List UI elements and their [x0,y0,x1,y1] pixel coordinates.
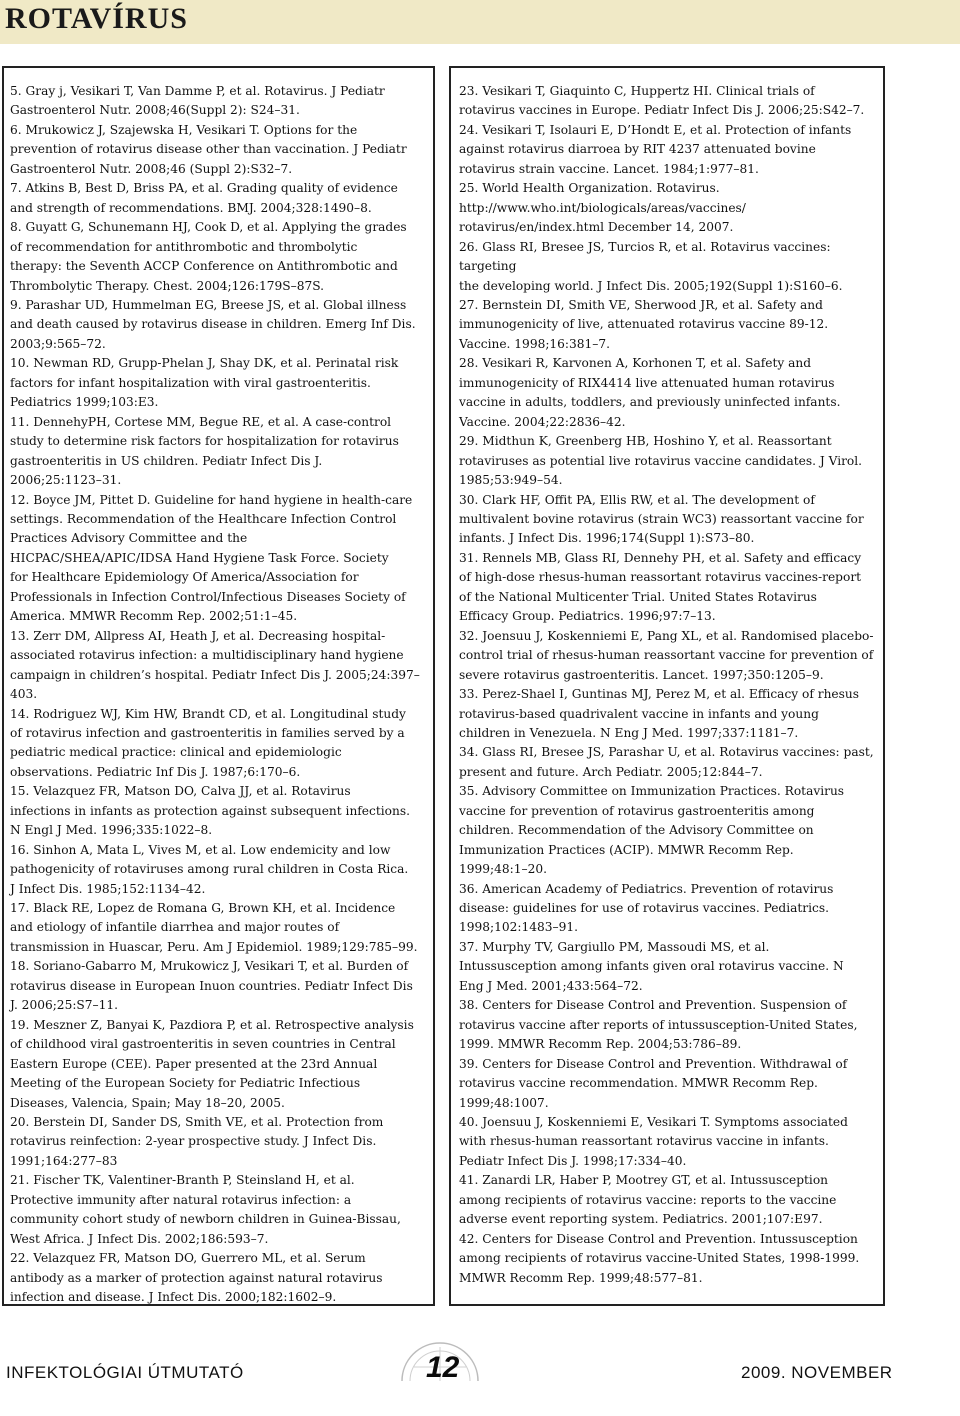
reference-item: 19. Meszner Z, Banyai K, Pazdiora P, et al. Retrospective analysis of childhood viral gastroenteritis in seven countries in Central Eastern Europe (CEE). Paper presented at the 23rd Annual Meeting of the European Society for Pediatric Infectious Diseases, Valencia, Spain; May 18–20, 2005. [10,1017,414,1110]
reference-item: 35. Advisory Committee on Immunization Practices. Rotavirus vaccine for prevention of rotavirus gastroenteritis among children. Recommendation of the Advisory Committee on Immunization Practices (ACIP). MMWR Recomm Rep. 1999;48:1–20. [459,784,845,877]
reference-item: 14. Rodriguez WJ, Kim HW, Brandt CD, et al. Longitudinal study of rotavirus infection and gastroenteritis in families served by a pediatric medical practice: clinical and epidemiologic observations. Pediatric Inf Dis J. 1987;6:170–6. [10,706,406,779]
reference-item: 21. Fischer TK, Valentiner-Branth P, Steinsland H, et al. Protective immunity after natural rotavirus infection: a community cohort study of newborn children in Guinea-Bissau, West Africa. J Infect Dis. 2002;186:593–7. [10,1173,401,1246]
reference-item: 42. Centers for Disease Control and Prevention. Intussusception among recipients of rotavirus vaccine-United States, 1998-1999. MMWR Recomm Rep. 1999;48:577–81. [459,1231,860,1285]
reference-item: 28. Vesikari R, Karvonen A, Korhonen T, et al. Safety and immunogenicity of RIX4414 live attenuated human rotavirus vaccine in adults, toddlers, and previously uninfected infants. Vaccine. 2004;22:2836–42. [459,356,841,429]
reference-item: 27. Bernstein DI, Smith VE, Sherwood JR, et al. Safety and immunogenicity of live, attenuated rotavirus vaccine 89-12. Vaccine. 1998;16:381–7. [459,297,829,351]
reference-item: 10. Newman RD, Grupp-Phelan J, Shay DK, et al. Perinatal risk factors for infant hospitalization with viral gastroenteritis. Pediatrics 1999;103:E3. [10,356,399,410]
reference-item: 34. Glass RI, Bresee JS, Parashar U, et al. Rotavirus vaccines: past, present and future. Arch Pediatr. 2005;12:844–7. [459,745,874,779]
reference-item: 26. Glass RI, Bresee JS, Turcios R, et al. Rotavirus vaccines: targeting the developing world. J Infect Dis. 2005;192(Suppl 1):S160–6. [459,239,843,293]
reference-item: 38. Centers for Disease Control and Prevention. Suspension of rotavirus vaccine after reports of intussusception-United States, 1999. MMWR Recomm Rep. 2004;53:786–89. [459,998,858,1052]
reference-item: 32. Joensuu J, Koskenniemi E, Pang XL, et al. Randomised placebo- control trial of rhesus-human reassortant vaccine for prevention of severe rotavirus gastroenteritis. Lancet. 1997;350:1205–9. [459,628,874,682]
reference-item: 31. Rennels MB, Glass RI, Dennehy PH, et al. Safety and efficacy of high-dose rhesus-human reassortant rotavirus vaccines-report of the National Multicenter Trial. United States Rotavirus Efficacy Group. Pediatrics. 1996;97:7–13. [459,550,862,624]
reference-item: 24. Vesikari T, Isolauri E, D’Hondt E, et al. Protection of infants against rotavirus diarroea by RIT 4237 attenuated bovine rotavirus strain vaccine. Lancet. 1984;1:977–81. [459,122,852,176]
issue-date: 2009. NOVEMBER [741,1363,893,1382]
page-footer [0,1351,960,1397]
reference-item: 13. Zerr DM, Allpress AI, Heath J, et al. Decreasing hospital- associated rotavirus infection: a multidisciplinary hand hygiene campaign in children’s hospital. Pediatr Infect Dis J. 2005;24:397–403. [10,628,420,702]
page-title: ROTAVÍRUS [5,2,188,35]
reference-item: 9. Parashar UD, Hummelman EG, Breese JS, et al. Global illness and death caused by rotavirus disease in children. Emerg Inf Dis. 2003;9:565–72. [10,297,416,351]
reference-item: 15. Velazquez FR, Matson DO, Calva JJ, et al. Rotavirus infections in infants as protection against subsequent infections. N Engl J Med. 1996;335:1022–8. [10,784,410,838]
reference-item: 29. Midthun K, Greenberg HB, Hoshino Y, et al. Reassortant rotaviruses as potential live rotavirus vaccine candidates. J Virol. 1985;53:949–54. [459,434,863,488]
reference-item: 16. Sinhon A, Mata L, Vives M, et al. Low endemicity and low pathogenicity of rotaviruses among rural children in Costa Rica. J Infect Dis. 1985;152:1134–42. [10,842,409,896]
reference-item: 23. Vesikari T, Giaquinto C, Huppertz HI. Clinical trials of rotavirus vaccines in Europe. Pediatr Infect Dis J. 2006;25:S42–7. [459,84,865,118]
reference-item: 20. Berstein DI, Sander DS, Smith VE, et al. Protection from rotavirus reinfection: 2-year prospective study. J Infect Dis. 1991;164:277–83 [10,1115,384,1168]
reference-item: 17. Black RE, Lopez de Romana G, Brown KH, et al. Incidence and etiology of infantile diarrhea and major routes of transmission in Huascar, Peru. Am J Epidemiol. 1989;129:785–99. [10,901,418,954]
reference-item: 22. Velazquez FR, Matson DO, Guerrero ML, et al. Serum antibody as a marker of protection against natural rotavirus infection and disease. J Infect Dis. 2000;182:1602–9. [10,1251,383,1305]
reference-item: 5. Gray j, Vesikari T, Van Damme P, et al. Rotavirus. J Pediatr Gastroenterol Nutr. 2008;46(Suppl 2): S24–31. [10,84,385,118]
reference-item: 30. Clark HF, Offit PA, Ellis RW, et al. The development of multivalent bovine rotavirus (strain WC3) reassortant vaccine for infants. J Infect Dis. 1996;174(Suppl 1):S73–80. [459,492,864,546]
reference-item: 8. Guyatt G, Schunemann HJ, Cook D, et al. Applying the grades of recommendation for antithrombotic and thrombolytic therapy: the Seventh ACCP Conference on Antithrombotic and Thrombolytic Therapy. Chest. 2004;126:179S–87S. [10,220,407,293]
reference-item: 7. Atkins B, Best D, Briss PA, et al. Grading quality of evidence and strength of recommendations. BMJ. 2004;328:1490–8. [10,181,398,215]
reference-item: 41. Zanardi LR, Haber P, Mootrey GT, et al. Intussusception among recipients of rotavirus vaccine: reports to the vaccine adverse event reporting system. Pediatrics. 2001;107:E97. [459,1173,837,1227]
publication-name: INFEKTOLÓGIAI ÚTMUTATÓ [6,1363,244,1382]
reference-item: 37. Murphy TV, Gargiullo PM, Massoudi MS, et al. Intussusception among infants given oral rotavirus vaccine. N Eng J Med. 2001;433:564–72. [459,939,844,993]
reference-item: 25. World Health Organization. Rotavirus. http://www.who.int/biologicals/areas/vaccines/ rotavirus/en/index.html December 14, 2007. [459,181,746,235]
reference-item: 6. Mrukowicz J, Szajewska H, Vesikari T. Options for the prevention of rotavirus disease other than vaccination. J Pediatr Gastroenterol Nutr. 2008;46 (Suppl 2):S32–7. [10,122,407,176]
reference-item: 18. Soriano-Gabarro M, Mrukowicz J, Vesikari T, et al. Burden of rotavirus disease in European Inuon countries. Pediatr Infect Dis J. 2006;25:S7–11. [10,959,413,1013]
reference-item: 11. DennehyPH, Cortese MM, Begue RE, et al. A case-control study to determine risk factors for hospitalization for rotavirus gastroenteritis in US children. Pediatr Infect Dis J. 2006;25:1123–31. [10,414,399,488]
reference-item: 40. Joensuu J, Koskenniemi E, Vesikari T. Symptoms associated with rhesus-human reassortant rotavirus vaccine in infants. Pediatr Infect Dis J. 1998;17:334–40. [459,1115,848,1168]
reference-item: 12. Boyce JM, Pittet D. Guideline for hand hygiene in health-care settings. Recommendation of the Healthcare Infection Control Practices Advisory Committee and the HICPAC/SHEA/APIC/IDSA Hand Hygiene Task Force. Society for Healthcare Epidemiology Of America/Association for Professionals in Infection Control/Infectious Diseases Society of America. MMWR Recomm Rep. 2002;51:1–45. [10,492,413,624]
references-column-right [449,66,885,1306]
references-column-left [2,66,435,1306]
reference-item: 33. Perez-Shael I, Guntinas MJ, Perez M, et al. Efficacy of rhesus rotavirus-based quadrivalent vaccine in infants and young children in Venezuela. N Eng J Med. 1997;337:1181–7. [459,687,860,740]
reference-item: 39. Centers for Disease Control and Prevention. Withdrawal of rotavirus vaccine recommendation. MMWR Recomm Rep. 1999;48:1007. [459,1056,848,1110]
reference-item: 36. American Academy of Pediatrics. Prevention of rotavirus disease: guidelines for use of rotavirus vaccines. Pediatrics. 1998;102:1483–91. [459,881,834,935]
page-number: 12 [426,1351,460,1384]
